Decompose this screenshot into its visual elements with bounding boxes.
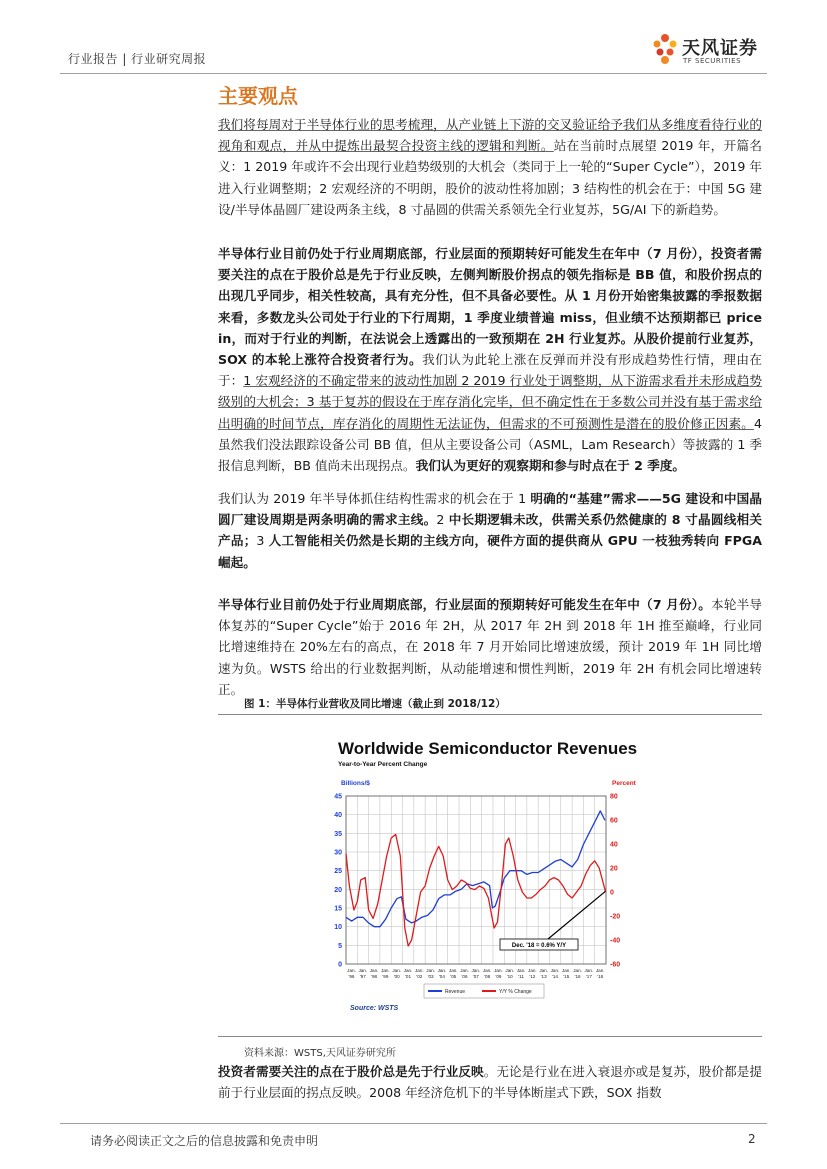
lead-text-b: 。无论是行业在进入衰退亦或是复苏，股价都是提前于行业层面的拐点反映。2008 年经济危机下的半导体断崖式下跌，SOX 指数 [218, 1064, 763, 1101]
chart-x-tick-label: Jan. [505, 968, 515, 973]
chart-right-tick-label: -20 [610, 913, 621, 921]
chart-x-tick-label: Jan. [381, 968, 390, 973]
chart-left-tick-label: 40 [334, 812, 342, 820]
intro-text-a: 我们将每周对于半导体行业的思考梳理，从产业链上下游的交叉验证给予我们从多维度看待行业的视角和观点，并从中提炼出最契合投资主线的逻辑和判断。 [218, 117, 762, 154]
chart-x-tick-label-year: '10 [506, 974, 513, 979]
chart-x-tick-label: Jan. [426, 968, 435, 973]
chart-left-tick-label: 25 [334, 868, 342, 876]
section-title: 主要观点 [218, 84, 298, 108]
logo-flower-icon [650, 30, 680, 70]
cycle-text-b: 我们认为此轮上涨在反弹而并没有形成趋势性行情，理由在于： [218, 352, 763, 389]
chart-right-axis-label: Percent [612, 780, 636, 787]
chart-x-tick-label-year: '98 [371, 974, 378, 979]
chart-x-tick-label-year: '11 [518, 974, 524, 979]
chart-left-tick-label: 15 [334, 905, 342, 913]
chart-x-tick-label-year: '14 [551, 974, 558, 979]
chart-left-axis-label: Billions/$ [341, 780, 370, 787]
logo-name-cn: 天风证券 [682, 38, 758, 59]
revenue-chart-svg [314, 732, 659, 1020]
chart-x-tick-label: Jan. [539, 968, 549, 973]
chart-x-tick-label-year: '17 [585, 974, 592, 979]
paragraph-opportunity [218, 488, 762, 573]
chart-series-line-yoy [346, 834, 605, 946]
chart-x-tick-label: Jan. [584, 968, 594, 973]
paragraph-leading [218, 1061, 762, 1103]
chart-right-tick-label: 80 [610, 793, 618, 801]
chart-x-tick-label: Jan. [528, 968, 537, 973]
chart-x-tick-label: Jan. [595, 968, 605, 973]
chart-x-tick-label-year: '05 [450, 974, 457, 979]
footer-divider [60, 1123, 767, 1124]
chart-x-tick-label-year: '00 [393, 974, 400, 979]
chart-x-tick-label-year: '03 [427, 974, 434, 979]
header-breadcrumb: 行业报告 | 行业研究周报 [68, 52, 207, 66]
logo-name-en: TF SECURITIES [683, 57, 742, 65]
paragraph-intro [218, 114, 762, 220]
chart-x-tick-label-year: '12 [529, 974, 536, 979]
figure-caption: 图 1：半导体行业营收及同比增速（截止到 2018/12） [244, 698, 506, 710]
chart-left-tick-label: 35 [334, 830, 342, 838]
header-divider [60, 73, 767, 74]
chart-x-tick-label: Jan. [494, 968, 503, 973]
opp-text-a: 我们认为 2019 年半导体抓住结构性需求的机会在于 1 [218, 491, 531, 506]
chart-x-tick-label: Jan. [347, 968, 356, 973]
chart-annotation-arrow [542, 891, 605, 944]
chart-right-tick-label: -60 [610, 961, 621, 969]
chart-left-tick-label: 5 [338, 942, 342, 950]
page-number: 2 [748, 1132, 756, 1146]
opp-text-f: 人工智能相关仍然是长期的主线方向，硬件方面的提供商从 GPU 一枝独秀转向 FPGA 崛起。 [218, 533, 762, 570]
chart-subtitle: Year-to-Year Percent Change [338, 761, 428, 768]
figure-source: 资料来源：WSTS,天风证券研究所 [244, 1048, 396, 1059]
chart-x-tick-label-year: '13 [540, 974, 547, 979]
chart-x-tick-label-year: '18 [597, 974, 604, 979]
figure-top-rule [218, 714, 762, 715]
chart-x-tick-label: Jan. [573, 968, 582, 973]
chart-x-tick-label: Jan. [358, 968, 368, 973]
intro-text-b: 站在当前时点展望 2019 年，开篇名义：1 2019 年或许不会出现行业趋势级别的大机会（类同于上一轮的“Super Cycle”），2019 年进入行业调整期；2 宏观经济的不明朗，股价的波动性将加剧；3 结构性的机会在于：中国 5G 建设/半导体晶圆厂建设两条主线，8 寸晶圆的供需关系领先全行业复苏，5G/AI 下的新趋势。 [218, 138, 763, 217]
chart-left-tick-label: 20 [334, 886, 342, 894]
chart-right-tick-label: 0 [610, 889, 614, 897]
chart-x-tick-label: Jan. [392, 968, 402, 973]
chart-x-tick-label-year: '99 [382, 974, 389, 979]
chart-x-tick-label: Jan. [403, 968, 413, 973]
chart-left-tick-label: 30 [334, 849, 342, 857]
chart-x-tick-label: Jan. [516, 968, 526, 973]
chart-x-tick-label: Jan. [437, 968, 447, 973]
chart-x-tick-label: Jan. [448, 968, 458, 973]
chart-x-tick-label: Jan. [414, 968, 424, 973]
footer-disclaimer: 请务必阅读正文之后的信息披露和免责申明 [90, 1134, 319, 1148]
chart-source: Source: WSTS [350, 1005, 399, 1012]
figure-bottom-rule [218, 1036, 762, 1037]
chart-x-tick-label-year: '08 [484, 974, 491, 979]
super-text-a: 半导体行业目前仍处于行业周期底部，行业层面的预期转好可能发生在年中（7 月份）。 [218, 597, 712, 612]
chart-right-tick-label: 40 [610, 841, 618, 849]
opp-text-e: 3 [256, 533, 269, 549]
company-logo [650, 28, 770, 72]
chart-left-tick-label: 45 [334, 793, 342, 801]
cycle-text-a: 半导体行业目前仍处于行业周期底部，行业层面的预期转好可能发生在年中（7 月份），投资者需要关注的点在于股价总是先于行业反映，左侧判断股价拐点的领先指标是 BB 值，和股价拐点的出现几乎同步，相关性较高，具有充分性，但不具备必要性。从 1 月份开始密集披露的季报数据来看，多数龙头公司处于行业的下行周期，1 季度业绩普遍 miss，但业绩不达预期都已 price in，而对于行业的判断，在法说会上透露出的一致预期在 2H 行业复苏。从股价提前行业复苏，SOX 的本轮上涨符合投资者行为。 [218, 246, 762, 368]
chart-legend-label-yoy: Y/Y % Change [499, 989, 532, 995]
revenue-chart [314, 732, 659, 1020]
chart-title: Worldwide Semiconductor Revenues [338, 739, 638, 758]
opp-text-d: 中长期逻辑未改，供需关系仍然健康的 8 寸晶圆线相关产品； [218, 512, 762, 549]
chart-right-tick-label: -40 [610, 937, 621, 945]
chart-x-tick-label: Jan. [369, 968, 379, 973]
chart-x-tick-label: Jan. [460, 968, 469, 973]
chart-right-tick-label: 60 [610, 817, 618, 825]
chart-left-tick-label: 0 [338, 961, 342, 969]
cycle-text-e: 我们认为更好的观察期和参与时点在于 2 季度。 [415, 458, 686, 474]
cycle-text-c: 1 宏观经济的不确定带来的波动性加剧 2 2019 行业处于调整期，从下游需求看并未形成趋势级别的大机会；3 基于复苏的假设在于库存消化完毕，但不确定性在于多数公司并没有基于需求给出明确的时间节点，库存消化的周期性无法证伪，但需求的不可预测性是潜在的股价修正因素。 [218, 373, 763, 431]
opp-text-b: 明确的“基建”需求——5G 建设和中国晶圆厂建设周期是两条明确的需求主线。 [218, 491, 763, 528]
opp-text-c: 2 [436, 512, 449, 528]
chart-x-tick-label-year: '01 [405, 974, 412, 979]
chart-x-tick-label: Jan. [482, 968, 492, 973]
paragraph-cycle [218, 243, 762, 476]
chart-annotation-text: Dec. '18 = 0.6% Y/Y [511, 943, 567, 949]
chart-x-tick-label: Jan. [471, 968, 481, 973]
lead-text-a: 投资者需要关注的点在于股价总是先于行业反映 [218, 1064, 484, 1079]
chart-right-tick-label: 20 [610, 865, 618, 873]
chart-x-tick-label-year: '15 [563, 974, 570, 979]
chart-x-tick-label-year: '09 [495, 974, 502, 979]
super-text-b: 本轮半导体复苏的“Super Cycle”始于 2016 年 2H，从 2017 年 2H 到 2018 年 1H 推至巅峰，行业同比增速维持在 20%左右的高点，在 2018 年 7 月开始同比增速放缓，预计 2019 年 1H 同比增速为负。WSTS 给出的行业数据判断，从动能增速和惯性判断，2019 年 2H 有机会同比增速转正。 [218, 597, 762, 697]
chart-legend-label-revenue: Revenue [445, 989, 466, 995]
cycle-text-d: 4 虽然我们没法跟踪设备公司 BB 值，但从主要设备公司（ASML，Lam Research）等披露的 1 季报信息判断，BB 值尚未出现拐点。 [218, 415, 762, 474]
chart-left-tick-label: 10 [334, 924, 342, 932]
chart-x-tick-label-year: '04 [438, 974, 445, 979]
chart-x-tick-label-year: '07 [472, 974, 479, 979]
paragraph-supercycle [218, 594, 762, 700]
chart-x-tick-label-year: '02 [416, 974, 423, 979]
chart-x-tick-label-year: '96 [348, 974, 355, 979]
chart-x-tick-label: Jan. [561, 968, 571, 973]
chart-x-tick-label-year: '06 [461, 974, 468, 979]
chart-x-tick-label-year: '97 [359, 974, 366, 979]
chart-x-tick-label-year: '16 [574, 974, 581, 979]
chart-x-tick-label: Jan. [550, 968, 560, 973]
